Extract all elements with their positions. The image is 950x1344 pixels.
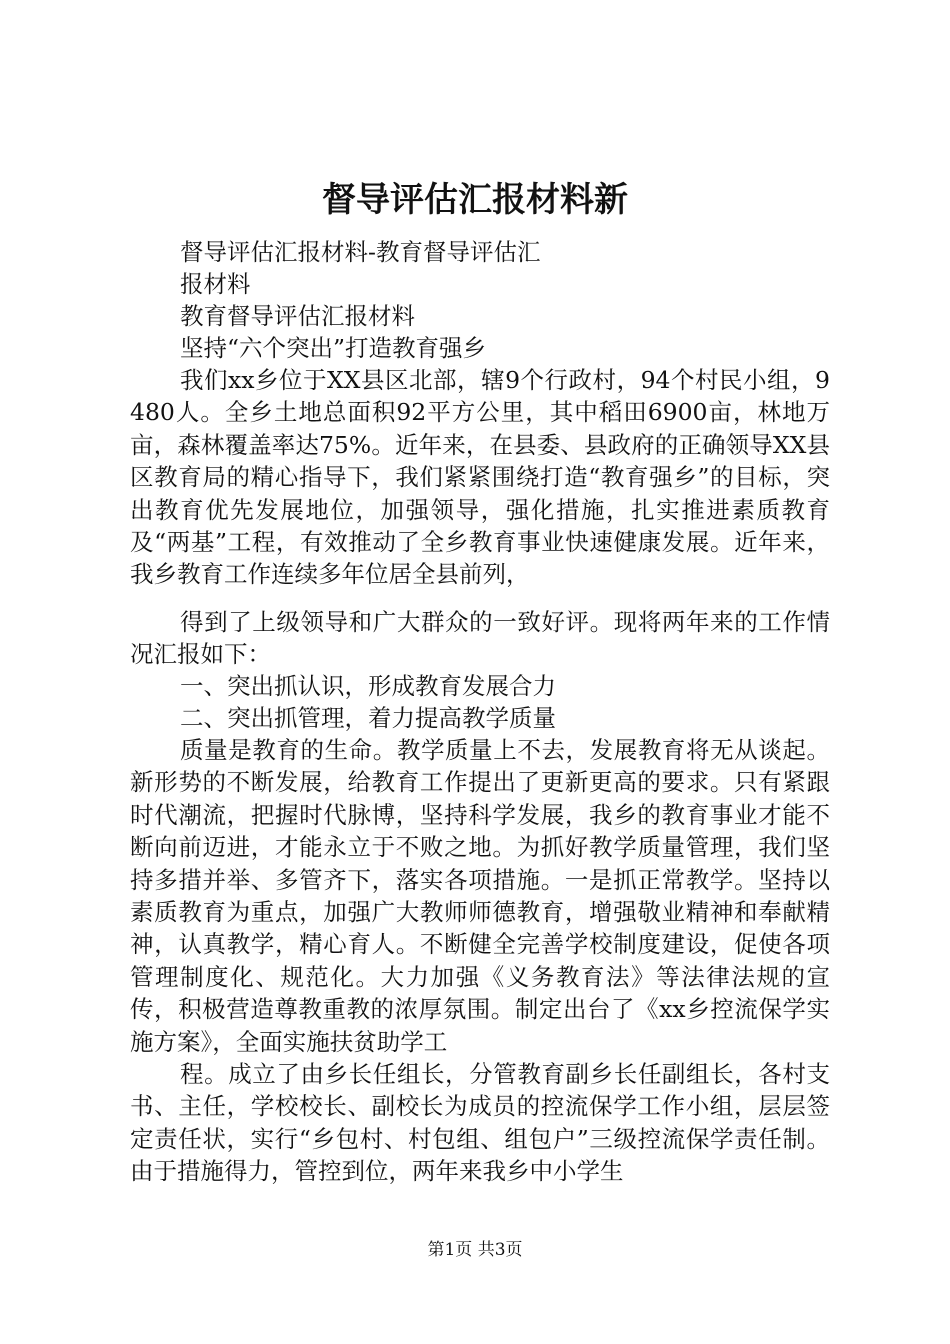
section-heading-1: 一、突出抓认识，形成教育发展合力: [180, 672, 556, 700]
heading-line-1: 督导评估汇报材料-教育督导评估汇: [180, 238, 541, 266]
heading-line-2: 教育督导评估汇报材料: [180, 302, 415, 330]
paragraph-1: 我们xx乡位于XX县区北部，辖9个行政村，94个村民小组，9480人。全乡土地总面积92平方公里，其中稻田6900亩，林地万亩，森林覆盖率达75%。近年来，在县委、县政府的正确领导XX县区教育局的精心指导下，我们紧紧围绕打造“教育强乡”的目标，突出教育优先发展地位，加强领导，强化措施，扎实推进素质教育及“两基”工程，有效推动了全乡教育事业快速健康发展。近年来，我乡教育工作连续多年位居全县前列，: [130, 366, 830, 589]
heading-line-3: 坚持“六个突出”打造教育强乡: [180, 334, 487, 362]
paragraph-2: 得到了上级领导和广大群众的一致好评。现将两年来的工作情况汇报如下：: [130, 608, 830, 669]
section-heading-2: 二、突出抓管理，着力提高教学质量: [180, 704, 556, 732]
paragraph-3: 质量是教育的生命。教学质量上不去，发展教育将无从谈起。新形势的不断发展，给教育工作提出了更新更高的要求。只有紧跟时代潮流，把握时代脉博，坚持科学发展，我乡的教育事业才能不断向前迈进，才能永立于不败之地。为抓好教学质量管理，我们坚持多措并举、多管齐下，落实各项措施。一是抓正常教学。坚持以素质教育为重点，加强广大教师师德教育，增强敬业精神和奉献精神，认真教学，精心育人。不断健全完善学校制度建设，促使各项管理制度化、规范化。大力加强《义务教育法》等法律法规的宣传，积极营造尊教重教的浓厚氛围。制定出台了《xx乡控流保学实施方案》，全面实施扶贫助学工: [130, 736, 830, 1056]
paragraph-4: 程。成立了由乡长任组长，分管教育副乡长任副组长，各村支书、主任，学校校长、副校长为成员的控流保学工作小组，层层签定责任状，实行“乡包村、村包组、组包户”三级控流保学责任制。由于措施得力，管控到位，两年来我乡中小学生: [130, 1060, 830, 1186]
document-title: 督导评估汇报材料新: [322, 180, 628, 220]
heading-line-1b: 报材料: [180, 270, 251, 298]
page-footer: 第1页 共3页: [427, 1240, 523, 1260]
